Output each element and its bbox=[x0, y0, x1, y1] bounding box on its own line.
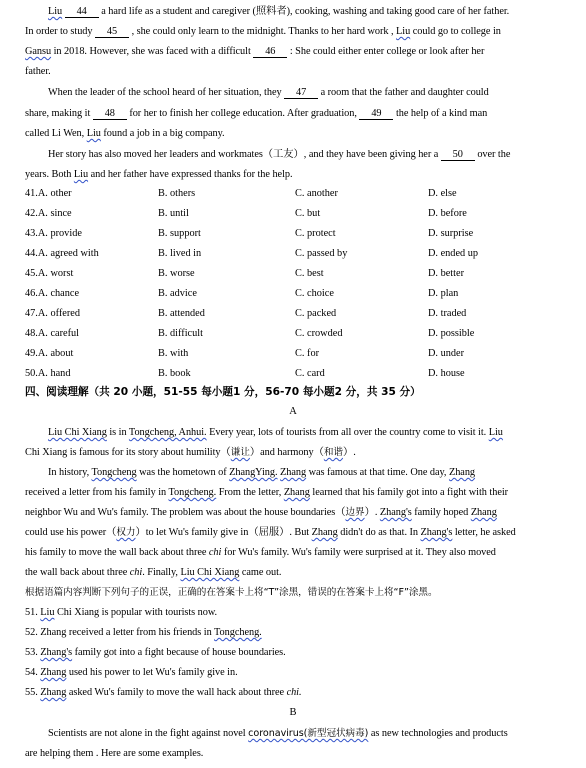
passage-text: From the letter, bbox=[218, 487, 282, 498]
unit-chi: chi. bbox=[286, 687, 302, 698]
option-text: B. others bbox=[158, 188, 196, 199]
passage-text: is famous for its story about humility（ bbox=[69, 447, 231, 458]
passage-text: Scientists are not alone in the fight against novel bbox=[48, 728, 246, 739]
option-text: D. else bbox=[428, 188, 457, 199]
option-choice bbox=[295, 187, 338, 201]
person-name: Zhang's bbox=[40, 647, 73, 658]
option-row bbox=[25, 307, 565, 321]
gloss: 和谐 bbox=[323, 447, 343, 458]
question-text: family got into a fight because of house boundaries. bbox=[74, 647, 286, 658]
cloze-text: could go to college in bbox=[412, 26, 501, 37]
option-choice bbox=[158, 207, 189, 221]
option-choice bbox=[428, 267, 464, 281]
question-number: 44. bbox=[25, 248, 38, 259]
question-number: 53. bbox=[25, 647, 38, 658]
passage-text: is in bbox=[109, 427, 127, 438]
question-55 bbox=[25, 686, 565, 700]
passage-line bbox=[25, 446, 565, 460]
question-number: 42. bbox=[25, 208, 38, 219]
passage-text: Every year, lots of tourists from all over the country come to visit it. bbox=[209, 427, 487, 438]
option-choice bbox=[428, 247, 478, 261]
option-choice bbox=[25, 347, 73, 361]
option-text: D. traded bbox=[428, 308, 467, 319]
passage-line bbox=[25, 486, 565, 500]
passage-text: Chi Xiang bbox=[25, 447, 68, 458]
blank-50: 50 bbox=[441, 149, 475, 161]
option-choice bbox=[158, 227, 201, 241]
option-choice bbox=[295, 347, 319, 361]
passage-text: for Wu's family. Wu's family were surprised at it. They also moved bbox=[223, 547, 496, 558]
blank-47: 47 bbox=[284, 87, 318, 99]
option-text: D. under bbox=[428, 348, 465, 359]
passage-text: was the hometown of bbox=[139, 467, 227, 478]
name-liu: Liu bbox=[73, 169, 89, 180]
gloss: 谦让 bbox=[230, 447, 250, 458]
blank-45: 45 bbox=[95, 26, 129, 38]
option-choice bbox=[428, 187, 457, 201]
cloze-line bbox=[25, 107, 565, 121]
option-text: A. offered bbox=[37, 308, 80, 319]
cloze-text: When the leader of the school heard of her situation, they bbox=[48, 87, 282, 98]
option-text: B. advice bbox=[158, 288, 197, 299]
place-name: Tongcheng bbox=[91, 467, 137, 478]
option-text: B. support bbox=[158, 228, 201, 239]
question-51 bbox=[25, 606, 565, 620]
option-choice bbox=[428, 227, 473, 241]
question-number: 46. bbox=[25, 288, 38, 299]
cloze-text: the help of a kind man bbox=[395, 108, 488, 119]
question-number: 47. bbox=[25, 308, 38, 319]
place-name: Tongcheng. bbox=[214, 627, 262, 638]
cloze-text: years. Both bbox=[25, 169, 72, 180]
person-name: Zhang bbox=[470, 507, 497, 518]
gloss: 边界 bbox=[345, 507, 365, 518]
person-name: Zhang bbox=[280, 467, 307, 478]
question-number: 52. bbox=[25, 627, 38, 638]
name-liu: Liu bbox=[86, 128, 101, 139]
cloze-text: a hard life as a student and caregiver (照料者), cooking, washing and taking good care of her father. bbox=[101, 6, 510, 17]
cloze-line bbox=[48, 86, 568, 100]
person-name: ZhangYing. bbox=[229, 467, 278, 478]
question-number: 49. bbox=[25, 348, 38, 359]
cloze-text: share, making it bbox=[25, 108, 91, 119]
option-text: C. best bbox=[295, 268, 324, 279]
option-row bbox=[25, 247, 565, 261]
blank-49: 49 bbox=[359, 108, 393, 120]
option-text: A. provide bbox=[37, 228, 82, 239]
option-choice bbox=[25, 227, 82, 241]
cloze-text: found a job in a big company. bbox=[103, 128, 225, 139]
option-choice bbox=[295, 367, 325, 381]
option-choice bbox=[428, 307, 466, 321]
passage-text: could use his power（ bbox=[25, 527, 117, 538]
question-53 bbox=[25, 646, 565, 660]
question-text: used his power to let Wu's family give in. bbox=[68, 667, 238, 678]
passage-text: as new technologies and products bbox=[370, 728, 508, 739]
place-name: Liu bbox=[40, 607, 55, 618]
option-choice bbox=[158, 367, 191, 381]
option-choice bbox=[295, 287, 334, 301]
option-choice bbox=[158, 307, 205, 321]
person-name: Zhang bbox=[40, 687, 67, 698]
option-text: C. crowded bbox=[295, 328, 343, 339]
option-choice bbox=[158, 287, 197, 301]
passage-text: ）to let Wu's family give in（屈服）. But bbox=[135, 527, 310, 538]
passage-text: came out. bbox=[241, 567, 282, 578]
instruction: 根据语篇内容判断下列句子的正误，正确的在答案卡上将“T”涂黑，错误的在答案卡上将“F”涂黑。 bbox=[25, 587, 438, 598]
option-choice bbox=[25, 327, 79, 341]
place-name: Tongcheng, Anhui. bbox=[128, 427, 207, 438]
option-text: B. worse bbox=[158, 268, 195, 279]
option-choice bbox=[158, 247, 201, 261]
passage-line bbox=[25, 546, 565, 560]
passage-text: received a letter from his family in bbox=[25, 487, 167, 498]
option-text: C. another bbox=[295, 188, 338, 199]
question-number: 41. bbox=[25, 188, 38, 199]
passage-text: are helping them . Here are some examples. bbox=[25, 748, 204, 759]
cloze-text: a room that the father and daughter could bbox=[320, 87, 489, 98]
question-number: 50. bbox=[25, 368, 38, 379]
blank-44: 44 bbox=[65, 6, 99, 18]
passage-text: the wall back about three bbox=[25, 567, 128, 578]
option-choice bbox=[295, 207, 320, 221]
option-text: C. card bbox=[295, 368, 325, 379]
cloze-line bbox=[25, 45, 565, 59]
option-text: C. passed by bbox=[295, 248, 348, 259]
cloze-text: , she could only learn to the midnight. Thanks to her hard work , bbox=[131, 26, 394, 37]
passage-text: ）. bbox=[342, 447, 356, 458]
option-choice bbox=[295, 267, 324, 281]
passage-text: didn't do as that. In bbox=[340, 527, 418, 538]
option-choice bbox=[428, 327, 474, 341]
option-choice bbox=[158, 327, 203, 341]
cloze-text: In order to study bbox=[25, 26, 93, 37]
option-text: D. house bbox=[428, 368, 465, 379]
cloze-text: over the bbox=[477, 149, 511, 160]
option-row bbox=[25, 327, 565, 341]
question-54 bbox=[25, 666, 565, 680]
passage-line bbox=[25, 506, 565, 520]
question-number: 48. bbox=[25, 328, 38, 339]
person-name: Zhang's bbox=[420, 527, 453, 538]
option-text: A. worst bbox=[37, 268, 74, 279]
passage-text: family hoped bbox=[414, 507, 469, 518]
question-number: 55. bbox=[25, 687, 38, 698]
option-text: A. since bbox=[37, 208, 72, 219]
option-choice bbox=[25, 207, 72, 221]
option-text: C. but bbox=[295, 208, 321, 219]
passage-text: learned that his family got into a fight with their bbox=[312, 487, 509, 498]
person-name: Zhang bbox=[311, 527, 338, 538]
place-name: Liu Chi Xiang bbox=[48, 427, 107, 438]
option-row bbox=[25, 207, 565, 221]
question-number: 51. bbox=[25, 607, 38, 618]
option-row bbox=[25, 287, 565, 301]
option-choice bbox=[25, 187, 72, 201]
term-coronavirus: coronavirus(新型冠状病毒) bbox=[248, 728, 369, 739]
option-choice bbox=[25, 367, 70, 381]
blank-48: 48 bbox=[93, 108, 127, 120]
option-text: A. agreed with bbox=[37, 248, 99, 259]
option-text: B. book bbox=[158, 368, 191, 379]
name-liu: Liu bbox=[396, 26, 411, 37]
option-choice bbox=[295, 247, 347, 261]
question-text: Zhang received a letter from his friends in bbox=[40, 627, 212, 638]
cloze-text: Her story has also moved her leaders and workmates（工友）, and they have been giving her a bbox=[48, 149, 439, 160]
place-gansu: Gansu bbox=[25, 46, 52, 57]
passage-text: neighbor Wu and Wu's family. The problem was about the house boundaries（ bbox=[25, 507, 346, 518]
passage-text: his family to move the wall back about three bbox=[25, 547, 207, 558]
passage-line bbox=[48, 727, 568, 741]
option-text: B. attended bbox=[158, 308, 205, 319]
unit-chi: chi bbox=[208, 547, 222, 558]
option-text: D. possible bbox=[428, 328, 475, 339]
option-text: A. about bbox=[37, 348, 74, 359]
option-text: D. before bbox=[428, 208, 467, 219]
option-choice bbox=[295, 307, 336, 321]
name-liu: Liu bbox=[48, 6, 63, 17]
passage-text: . Finally, bbox=[142, 567, 178, 578]
option-choice bbox=[158, 267, 195, 281]
option-choice bbox=[428, 287, 458, 301]
passage-line bbox=[25, 747, 565, 761]
option-choice bbox=[295, 227, 336, 241]
passage-text: ）. bbox=[364, 507, 378, 518]
passage-label-a: A bbox=[289, 406, 297, 417]
option-choice bbox=[25, 247, 99, 261]
option-choice bbox=[25, 267, 73, 281]
cloze-text: and her father have expressed thanks for the help. bbox=[90, 169, 293, 180]
cloze-line bbox=[25, 65, 565, 79]
cloze-text: : She could either enter college or look after her bbox=[289, 46, 485, 57]
place-name: Tongcheng. bbox=[168, 487, 217, 498]
option-text: A. hand bbox=[37, 368, 71, 379]
option-text: B. with bbox=[158, 348, 189, 359]
cloze-text: father. bbox=[25, 66, 51, 77]
option-choice bbox=[25, 287, 79, 301]
option-text: D. ended up bbox=[428, 248, 479, 259]
option-text: A. other bbox=[37, 188, 72, 199]
passage-line bbox=[25, 526, 565, 540]
option-choice bbox=[295, 327, 342, 341]
option-row bbox=[25, 347, 565, 361]
option-text: B. difficult bbox=[158, 328, 203, 339]
cloze-line bbox=[25, 127, 565, 141]
option-text: B. until bbox=[158, 208, 189, 219]
passage-text: In history, bbox=[48, 467, 90, 478]
question-number: 43. bbox=[25, 228, 38, 239]
option-text: D. surprise bbox=[428, 228, 474, 239]
place-name: Liu Chi Xiang bbox=[180, 567, 240, 578]
unit-chi: chi bbox=[129, 567, 143, 578]
option-row bbox=[25, 267, 565, 281]
passage-line bbox=[48, 466, 568, 480]
person-name: Zhang's bbox=[379, 507, 412, 518]
cloze-line bbox=[25, 25, 565, 39]
option-text: C. for bbox=[295, 348, 320, 359]
option-row bbox=[25, 187, 565, 201]
option-choice bbox=[428, 207, 467, 221]
passage-text: ）and harmony（ bbox=[249, 447, 324, 458]
option-row bbox=[25, 367, 565, 381]
section-heading: 四、阅读理解（共 20 小题，51-55 每小题1 分，56-70 每小题2 分，共 35 分） bbox=[25, 386, 421, 398]
blank-46: 46 bbox=[253, 46, 287, 58]
question-52 bbox=[25, 626, 565, 640]
option-choice bbox=[158, 347, 188, 361]
option-text: C. protect bbox=[295, 228, 336, 239]
option-choice bbox=[428, 367, 465, 381]
option-text: C. packed bbox=[295, 308, 337, 319]
option-text: A. chance bbox=[37, 288, 80, 299]
cloze-line bbox=[48, 5, 568, 19]
option-row bbox=[25, 227, 565, 241]
option-choice bbox=[158, 187, 195, 201]
passage-line bbox=[48, 426, 568, 440]
option-text: A. careful bbox=[37, 328, 80, 339]
option-choice bbox=[428, 347, 464, 361]
place-name: Liu bbox=[488, 427, 503, 438]
person-name: Zhang bbox=[283, 487, 310, 498]
question-text: asked Wu's family to move the wall hack about three bbox=[68, 687, 285, 698]
passage-text: letter, he asked bbox=[454, 527, 516, 538]
person-name: Zhang bbox=[448, 467, 476, 478]
cloze-text: for her to finish her college education. After graduation, bbox=[129, 108, 357, 119]
gloss: 权力 bbox=[116, 527, 136, 538]
question-number: 54. bbox=[25, 667, 38, 678]
person-name: Zhang bbox=[40, 667, 67, 678]
cloze-text: in 2018. However, she was faced with a difficult bbox=[53, 46, 251, 57]
option-text: D. better bbox=[428, 268, 465, 279]
question-text: Chi Xiang is popular with tourists now. bbox=[56, 607, 218, 618]
option-text: B. lived in bbox=[158, 248, 202, 259]
passage-label-b: B bbox=[289, 707, 297, 718]
option-text: D. plan bbox=[428, 288, 459, 299]
passage-line bbox=[25, 566, 565, 580]
question-number: 45. bbox=[25, 268, 38, 279]
option-choice bbox=[25, 307, 80, 321]
passage-text: was famous at that time. One day, bbox=[308, 467, 447, 478]
cloze-line bbox=[48, 148, 568, 162]
option-text: C. choice bbox=[295, 288, 334, 299]
cloze-text: called Li Wen, bbox=[25, 128, 85, 139]
cloze-line bbox=[25, 168, 565, 182]
